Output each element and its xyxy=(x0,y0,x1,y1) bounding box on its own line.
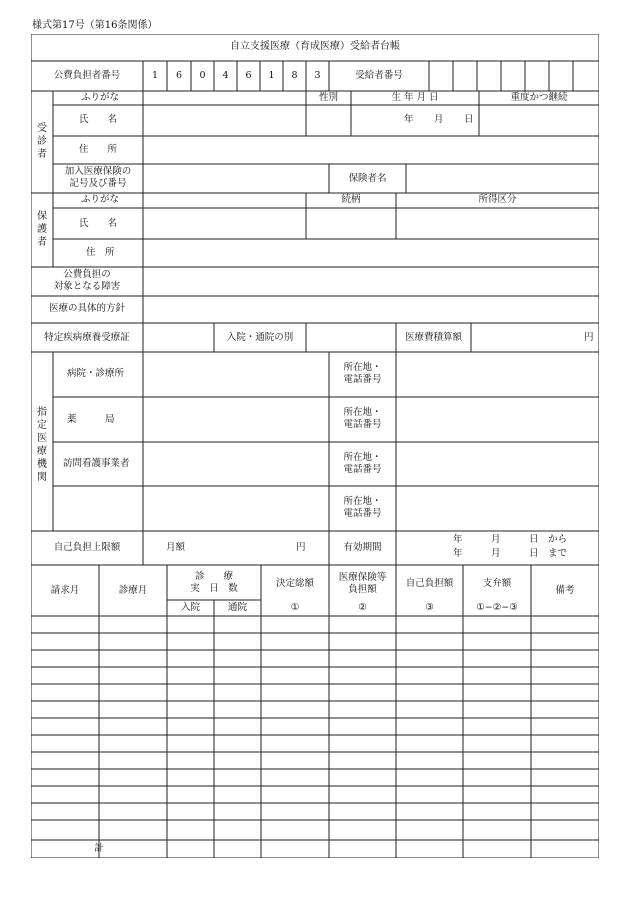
visit-type-label: 入院・通院の別 xyxy=(226,332,294,343)
pharmacy-label: 薬 局 xyxy=(67,414,115,425)
recipient-number-label: 受給者番号 xyxy=(355,70,403,81)
insurance-amount-no: ② xyxy=(358,602,367,613)
payer-number-label: 公費負担者番号 xyxy=(53,70,121,81)
patient-insurance-label: 加入医療保険の 記号及び番号 xyxy=(64,166,132,189)
patient-severe-label: 重度かつ継続 xyxy=(510,92,568,103)
payer-digit: 3 xyxy=(314,70,321,81)
total-amount-no: ① xyxy=(290,602,300,613)
birth-year-suffix: 年 xyxy=(404,114,414,125)
birth-day-suffix: 日 xyxy=(464,114,474,125)
self-limit-label: 自己負担上限額 xyxy=(53,542,121,553)
insurer-name-label: 保険者名 xyxy=(348,173,387,184)
payment-amount-no: ①−②−③ xyxy=(476,602,518,613)
specified-disease-label: 特定疾病療養受療証 xyxy=(44,332,130,343)
guardian-section-label: 保護者 xyxy=(37,211,47,248)
payer-digit: 4 xyxy=(222,70,229,81)
hospital-address-label: 所在地・ 電話番号 xyxy=(343,362,382,385)
patient-section-label: 受診者 xyxy=(37,123,47,160)
payer-digit: 1 xyxy=(151,70,159,81)
other-institution-address-label: 所在地・ 電話番号 xyxy=(343,496,382,519)
form-title: 自立支援医療（育成医療）受給者台帳 xyxy=(230,41,400,52)
patient-name-label: 氏 名 xyxy=(79,114,118,125)
home-nursing-label: 訪問看護事業者 xyxy=(63,458,130,469)
self-amount-no: ③ xyxy=(425,602,434,613)
birth-month-suffix: 月 xyxy=(434,114,444,125)
claim-month-header: 請求月 xyxy=(50,585,80,596)
disability-label: 公費負担の 対象となる障害 xyxy=(53,269,121,292)
treatment-month-header: 診療月 xyxy=(118,585,148,596)
home-nursing-address-label: 所在地・ 電話番号 xyxy=(343,452,382,475)
institutions-section-label: 指定医療機関 xyxy=(37,407,47,483)
total-row-label: 計 xyxy=(94,843,104,854)
guardian-furigana-label: ふりがな xyxy=(81,194,120,205)
ledger-form xyxy=(31,34,599,858)
form-grid-lines xyxy=(31,34,599,858)
outpatient-header: 通院 xyxy=(227,602,247,613)
guardian-name-label: 氏 名 xyxy=(79,218,118,229)
payment-amount-header: 支弁額 xyxy=(482,578,512,589)
validity-from: 年 月 日 から xyxy=(453,534,568,545)
inpatient-header: 入院 xyxy=(180,602,200,613)
guardian-address-label: 住 所 xyxy=(86,247,115,258)
insurance-amount-header: 医療保険等 負担額 xyxy=(338,572,387,595)
patient-gender-label: 性別 xyxy=(318,92,338,103)
guardian-relation-label: 続柄 xyxy=(341,194,361,205)
payer-digit: 6 xyxy=(245,70,252,81)
guardian-income-label: 所得区分 xyxy=(478,194,517,205)
payer-digit: 0 xyxy=(199,70,206,81)
patient-address-label: 住 所 xyxy=(79,144,118,155)
form-number: 様式第17号（第16条関係） xyxy=(32,20,158,31)
cumulative-cost-label: 医療費積算額 xyxy=(404,332,462,343)
treatment-days-header: 診 療 実 日 数 xyxy=(190,571,238,594)
cumulative-yen: 円 xyxy=(584,332,594,343)
payer-digit: 6 xyxy=(175,70,183,81)
self-amount-header: 自己負担額 xyxy=(405,578,454,589)
validity-to: 年 月 日 まで xyxy=(453,548,568,559)
total-amount-header: 決定総額 xyxy=(275,578,314,589)
monthly-amount-label: 月額 xyxy=(166,542,186,553)
policy-label: 医療の具体的方針 xyxy=(48,303,125,314)
monthly-yen: 円 xyxy=(296,542,306,553)
validity-period-label: 有効期間 xyxy=(343,542,382,553)
hospital-label: 病院・診療所 xyxy=(67,368,125,379)
payer-digit: 8 xyxy=(291,70,298,81)
pharmacy-address-label: 所在地・ 電話番号 xyxy=(343,407,382,430)
payer-digit: 1 xyxy=(268,70,275,81)
patient-birthdate-label: 生 年 月 日 xyxy=(391,92,439,103)
remarks-header: 備考 xyxy=(555,585,575,596)
patient-furigana-label: ふりがな xyxy=(81,92,120,103)
